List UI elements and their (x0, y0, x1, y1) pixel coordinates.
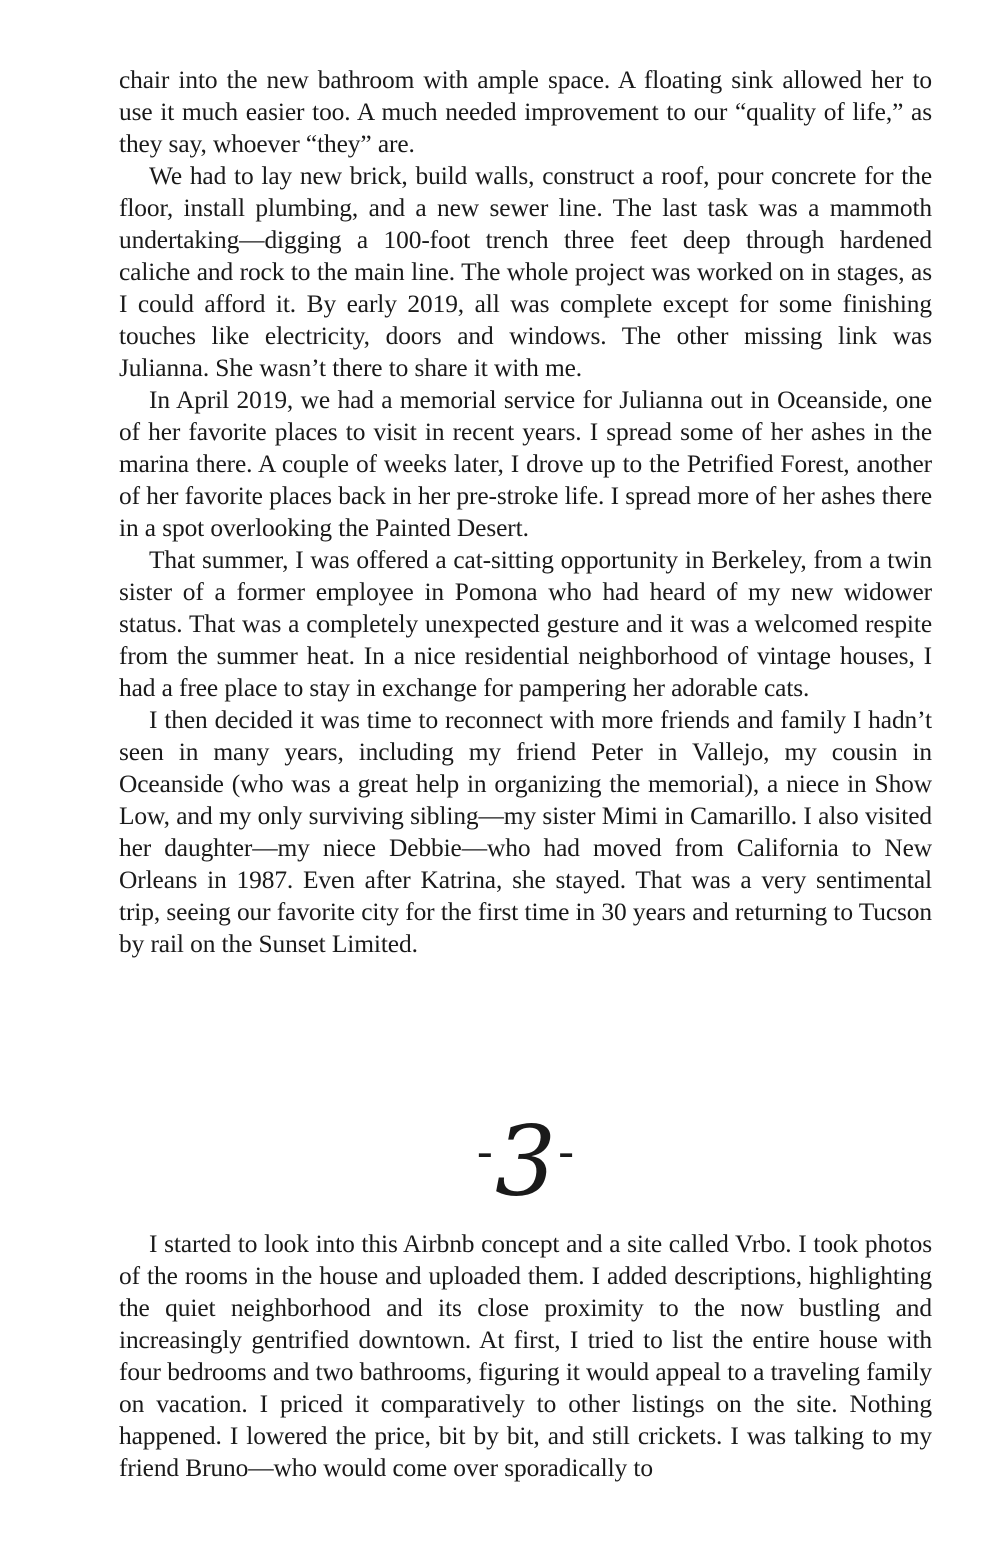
paragraph: We had to lay new brick, build walls, construct a roof, pour concrete for the floor, install plumbing, and a new sewer line. The last task was a mammoth undertaking—digging a 100-foot trench three feet deep through hardened caliche and rock to the main line. The whole project was worked on in stages, as I could afford it. By early 2019, all was complete except for some finishing touches like electricity, doors and windows. The other missing link was Julianna. She wasn’t there to share it with me. (119, 162, 932, 382)
paragraph: That summer, I was offered a cat-sitting opportunity in Berkeley, from a twin sister of a former employee in Pomona who had heard of my new widower status. That was a completely unexpected gesture and it was a welcomed respite from the summer heat. In a nice residential neighborhood of vintage houses, I had a free place to stay in exchange for pampering her adorable cats. (119, 546, 932, 702)
chapter-number-digit: 3 (494, 1105, 557, 1218)
paragraph: I started to look into this Airbnb concept and a site called Vrbo. I took photos of the rooms in the house and uploaded them. I added descriptions, highlighting the quiet neighborhood and its close proximity to the now bustling and increasingly gentrified downtown. At first, I tried to list the entire house with four bedrooms and two bathrooms, figuring it would appeal to a traveling family on vacation. I priced it comparatively to other listings on the site. Nothing happened. I lowered the price, bit by bit, and still crickets. I was talking to my friend Bruno—who would come over sporadically to (119, 1230, 932, 1482)
chapter-dash-right: - (558, 1124, 575, 1180)
text-block-chapter (119, 1228, 932, 1484)
paragraph-continued: chair into the new bathroom with ample space. A floating sink allowed her to use it much easier too. A much needed improvement to our “quality of life,” as they say, whoever “they” are. (119, 66, 932, 158)
text-block-top (119, 64, 932, 960)
book-page (119, 64, 932, 1482)
chapter-dash-left: - (476, 1124, 493, 1180)
paragraph: I then decided it was time to reconnect with more friends and family I hadn’t seen in many years, including my friend Peter in Vallejo, my cousin in Oceanside (who was a great help in organizing the memorial), a niece in Show Low, and my only surviving sibling—my sister Mimi in Camarillo. I also visited her daughter—my niece Debbie—who had moved from California to New Orleans in 1987. Even after Katrina, she stayed. That was a very sentimental trip, seeing our favorite city for the first time in 30 years and returning to Tucson by rail on the Sunset Limited. (119, 706, 932, 958)
chapter-number (119, 1092, 932, 1221)
paragraph: In April 2019, we had a memorial service for Julianna out in Oceanside, one of her favorite places to visit in recent years. I spread some of her ashes in the marina there. A couple of weeks later, I drove up to the Petrified Forest, another of her favorite places back in her pre-stroke life. I spread more of her ashes there in a spot overlooking the Painted Desert. (119, 386, 932, 542)
